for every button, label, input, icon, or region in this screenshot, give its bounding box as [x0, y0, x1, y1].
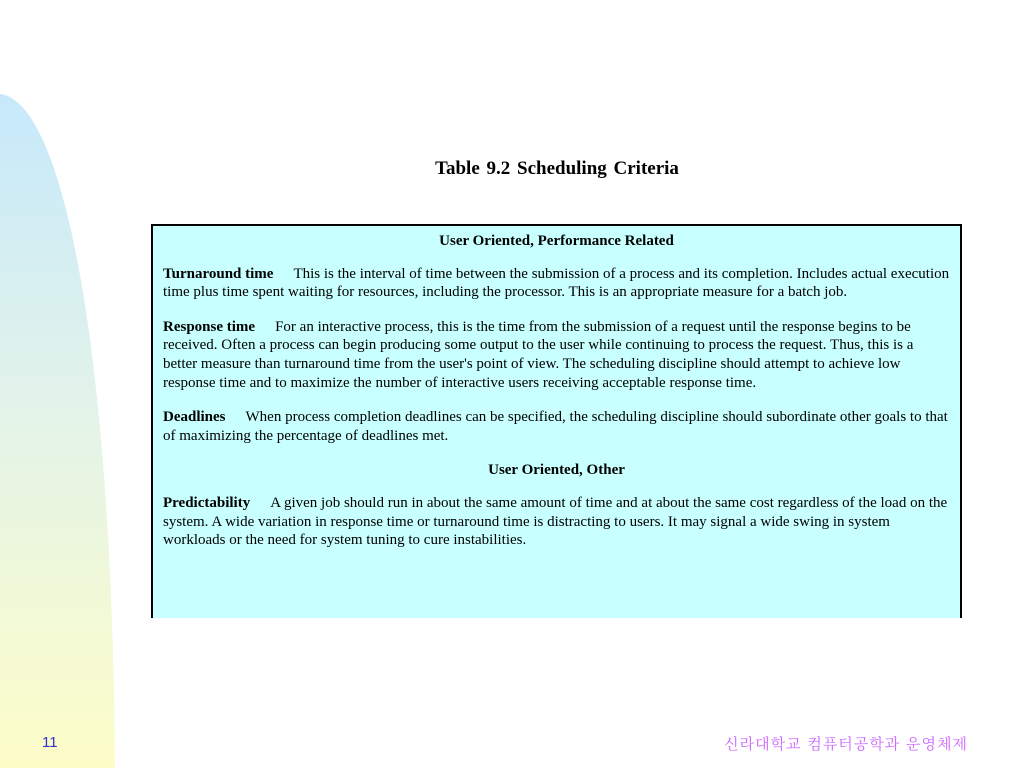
criteria-description: This is the interval of time between the submission of a process and its completion. Includes actual execution time plus time spent waiting for resources, including the processor. This is an appropriate measure for a batch job. — [163, 265, 950, 301]
criteria-term: Response time — [163, 318, 256, 335]
footer-text: 신라대학교 컴퓨터공학과 운영체제 — [724, 735, 968, 753]
criteria-entry-response-time — [163, 318, 950, 392]
criteria-term: Predictability — [163, 494, 251, 511]
decorative-arc-shape — [0, 94, 115, 768]
criteria-description: When process completion deadlines can be specified, the scheduling discipline should subordinate other goals to that of maximizing the percentage of deadlines met. — [163, 409, 948, 444]
criteria-entry-deadlines — [163, 408, 950, 445]
criteria-description: A given job should run in about the same amount of time and at about the same cost regardless of the load on the system. A wide variation in response time or turnaround time is distracting to users. It may signal a wide swing in system workloads or the need for system tuning to cure instabilities. — [163, 494, 948, 549]
criteria-description: For an interactive process, this is the time from the submission of a request until the response begins to be received. Often a process can begin producing some output to the user while continuing to process the request. Thus, this is a better measure than turnaround time from the user's point of view. The scheduling discipline should attempt to achieve low response time and to maximize the number of interactive users receiving acceptable response time. — [163, 318, 914, 391]
section-header-other: User Oriented, Other — [488, 462, 625, 479]
criteria-term: Turnaround time — [163, 265, 274, 282]
table-title: Table 9.2 Scheduling Criteria — [435, 158, 679, 179]
criteria-entry-predictability — [163, 494, 950, 550]
criteria-entry-turnaround-time — [163, 265, 950, 302]
section-header-performance: User Oriented, Performance Related — [439, 233, 674, 249]
criteria-term: Deadlines — [163, 409, 226, 426]
slide-number: 11 — [42, 734, 58, 751]
scheduling-criteria-table — [151, 224, 962, 618]
